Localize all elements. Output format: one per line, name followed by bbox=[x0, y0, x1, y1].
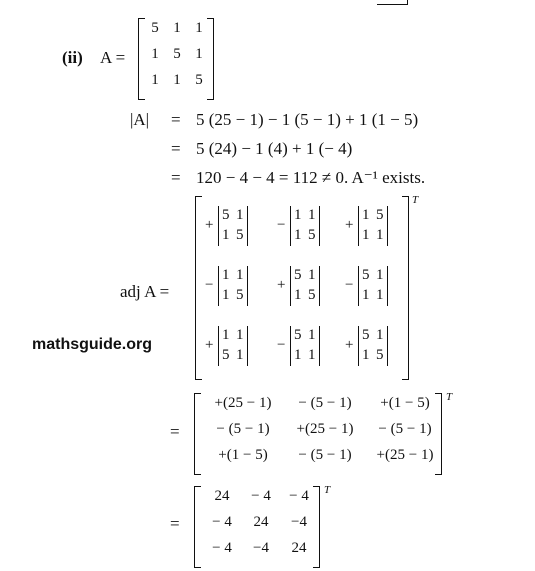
matrix-a-cell: 1 bbox=[151, 46, 159, 62]
minor-entry: 1 bbox=[236, 207, 244, 223]
cofactor-minor bbox=[290, 266, 320, 306]
expanded-cell: +(1 − 5) bbox=[218, 447, 268, 463]
minor-entry: 1 bbox=[376, 267, 384, 283]
minor-entry: 1 bbox=[222, 327, 230, 343]
minor-entry: 5 bbox=[294, 327, 302, 343]
minor-entry: 1 bbox=[222, 267, 230, 283]
minor-entry: 1 bbox=[362, 207, 370, 223]
expanded-cell: − (5 − 1) bbox=[378, 421, 432, 437]
expanded-cell: − (5 − 1) bbox=[298, 447, 352, 463]
minor-entry: 5 bbox=[308, 227, 316, 243]
minor-entry: 1 bbox=[362, 227, 370, 243]
minor-entry: 1 bbox=[294, 347, 302, 363]
det-line-rhs: 5 (25 − 1) − 1 (5 − 1) + 1 (1 − 5) bbox=[196, 110, 419, 129]
det-line-rhs: 5 (24) − 1 (4) + 1 (− 4) bbox=[196, 139, 353, 158]
result-cell: 24 bbox=[291, 540, 307, 556]
cofactor-minor bbox=[358, 266, 388, 306]
minor-entry: 1 bbox=[308, 327, 316, 343]
det-line-eq: = bbox=[171, 168, 181, 187]
cofactor-sign: + bbox=[205, 217, 214, 233]
result-cell: 24 bbox=[214, 488, 230, 504]
cofactor-sign: + bbox=[277, 277, 286, 293]
result-cell: −4 bbox=[253, 540, 269, 556]
expanded-cell: +(25 − 1) bbox=[376, 447, 434, 463]
cofactor-minor bbox=[218, 326, 248, 366]
minor-entry: 5 bbox=[362, 267, 370, 283]
expanded-cell: +(25 − 1) bbox=[214, 395, 272, 411]
cofactor-sign: − bbox=[345, 277, 354, 293]
minor-entry: 5 bbox=[222, 207, 230, 223]
previous-matrix-bracket bbox=[377, 0, 408, 5]
minor-entry: 5 bbox=[236, 287, 244, 303]
minor-entry: 1 bbox=[222, 287, 230, 303]
minor-entry: 1 bbox=[236, 327, 244, 343]
cofactor-minor bbox=[218, 266, 248, 306]
matrix-a-cell: 1 bbox=[151, 72, 159, 88]
cofactor-minor bbox=[290, 326, 320, 366]
matrix-a-cell: 1 bbox=[195, 46, 203, 62]
transpose-mark-3: T bbox=[324, 484, 331, 496]
minor-entry: 1 bbox=[308, 207, 316, 223]
minor-entry: 1 bbox=[376, 287, 384, 303]
matrix-a-cell: 1 bbox=[173, 72, 181, 88]
det-line-eq: = bbox=[171, 139, 181, 158]
cofactor-sign: + bbox=[345, 337, 354, 353]
matrix-a-cell: 5 bbox=[195, 72, 203, 88]
minor-entry: 1 bbox=[376, 327, 384, 343]
minor-entry: 1 bbox=[376, 227, 384, 243]
cofactor-sign: − bbox=[205, 277, 214, 293]
result-cell: − 4 bbox=[212, 514, 232, 530]
cofactor-matrix bbox=[195, 196, 409, 380]
minor-entry: 1 bbox=[362, 287, 370, 303]
det-line-eq: = bbox=[171, 110, 181, 129]
expanded-cell: +(1 − 5) bbox=[380, 395, 430, 411]
cofactor-sign: + bbox=[345, 217, 354, 233]
transpose-mark-2: T bbox=[446, 391, 453, 403]
equals-sign-1: = bbox=[170, 422, 180, 441]
minor-entry: 1 bbox=[294, 227, 302, 243]
result-cell: −4 bbox=[291, 514, 307, 530]
minor-entry: 1 bbox=[236, 347, 244, 363]
matrix-a bbox=[138, 18, 214, 100]
minor-entry: 1 bbox=[294, 207, 302, 223]
result-cell: − 4 bbox=[212, 540, 232, 556]
minor-entry: 1 bbox=[308, 267, 316, 283]
minor-entry: 5 bbox=[294, 267, 302, 283]
minor-entry: 1 bbox=[308, 347, 316, 363]
det-line-rhs: 120 − 4 − 4 = 112 ≠ 0. A⁻¹ exists. bbox=[196, 168, 426, 187]
minor-entry: 5 bbox=[376, 207, 384, 223]
cofactor-minor bbox=[358, 326, 388, 366]
minor-entry: 5 bbox=[362, 327, 370, 343]
matrix-a-cell: 5 bbox=[151, 20, 159, 36]
result-cell: 24 bbox=[253, 514, 269, 530]
result-cell: − 4 bbox=[289, 488, 309, 504]
minor-entry: 1 bbox=[236, 267, 244, 283]
minor-entry: 1 bbox=[222, 227, 230, 243]
cofactor-sign: − bbox=[277, 337, 286, 353]
expanded-cell: +(25 − 1) bbox=[296, 421, 354, 437]
minor-entry: 5 bbox=[222, 347, 230, 363]
cofactor-minor bbox=[358, 206, 388, 246]
expanded-matrix bbox=[194, 393, 442, 475]
result-matrix bbox=[194, 486, 320, 568]
matrix-a-cell: 5 bbox=[173, 46, 181, 62]
cofactor-sign: − bbox=[277, 217, 286, 233]
minor-entry: 5 bbox=[236, 227, 244, 243]
minor-entry: 1 bbox=[294, 287, 302, 303]
result-cell: − 4 bbox=[251, 488, 271, 504]
cofactor-minor bbox=[218, 206, 248, 246]
equals-sign-2: = bbox=[170, 514, 180, 533]
matrix-a-cell: 1 bbox=[195, 20, 203, 36]
minor-entry: 5 bbox=[308, 287, 316, 303]
watermark: mathsguide.org bbox=[32, 336, 153, 353]
expanded-cell: − (5 − 1) bbox=[216, 421, 270, 437]
matrix-a-cell: 1 bbox=[173, 20, 181, 36]
transpose-mark-1: T bbox=[412, 194, 419, 206]
part-label: (ii) bbox=[62, 48, 83, 67]
expanded-cell: − (5 − 1) bbox=[298, 395, 352, 411]
adj-a-label: adj A = bbox=[120, 282, 170, 301]
minor-entry: 5 bbox=[376, 347, 384, 363]
minor-entry: 1 bbox=[362, 347, 370, 363]
cofactor-minor bbox=[290, 206, 320, 246]
matrix-a-label: A = bbox=[100, 48, 126, 67]
det-line-lhs: |A| bbox=[130, 110, 150, 129]
cofactor-sign: + bbox=[205, 337, 214, 353]
